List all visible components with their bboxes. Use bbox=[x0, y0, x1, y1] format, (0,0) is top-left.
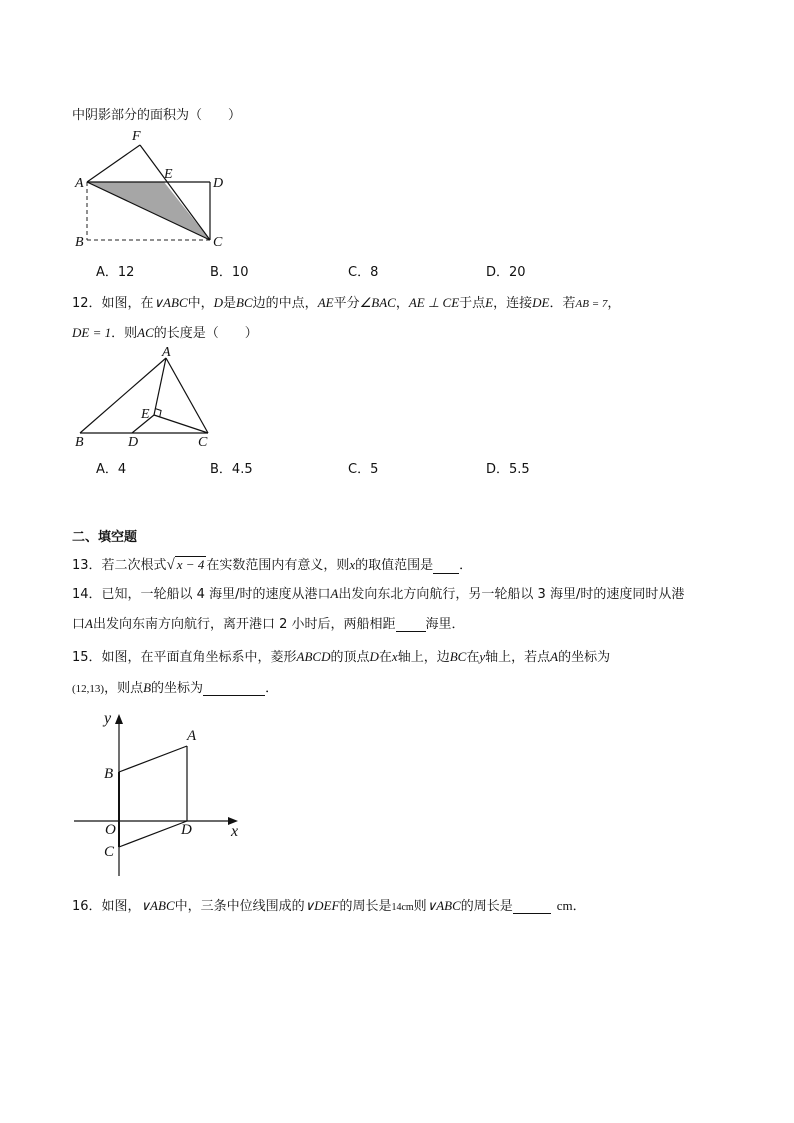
q13-question: 13．若二次根式√ x − 4 在实数范围内有意义，则x的取值范围是 ． bbox=[72, 557, 473, 573]
section-heading-fill-in: 二、填空题 bbox=[72, 530, 138, 545]
q11-option-b[interactable]: B．10 bbox=[210, 265, 249, 280]
q12-option-a[interactable]: A．4 bbox=[96, 462, 127, 477]
q15-label-x: x bbox=[231, 823, 239, 840]
q15-side-cd bbox=[119, 821, 187, 847]
q16-answer-blank[interactable] bbox=[513, 900, 551, 914]
q11-label-c: C bbox=[213, 235, 223, 250]
q15-label-c: C bbox=[104, 844, 115, 860]
q12-label-d: D bbox=[128, 435, 139, 450]
q11-label-a: A bbox=[75, 176, 84, 191]
q15-question-line1: 15．如图，在平面直角坐标系中，菱形ABCD的顶点D在x轴上，边BC在y轴上，若点A的坐标为 bbox=[72, 649, 611, 665]
q12-label-e: E bbox=[141, 407, 150, 422]
q15-label-a: A bbox=[187, 728, 197, 744]
q12-option-b[interactable]: B．4.5 bbox=[210, 462, 253, 477]
q12-option-c[interactable]: C．5 bbox=[348, 462, 379, 477]
q11-question-tail: 中阴影部分的面积为（ ） bbox=[72, 108, 242, 123]
q14-question-line2: 口A出发向东南方向航行，离开港口 2 小时后，两船相距 海里． bbox=[72, 616, 465, 632]
q12-label-c: C bbox=[198, 435, 208, 450]
q11-label-d: D bbox=[213, 176, 224, 191]
q15-label-y: y bbox=[104, 710, 112, 727]
q13-radicand: x − 4 bbox=[176, 557, 205, 572]
q11-label-f: F bbox=[132, 129, 141, 144]
q16-question: 16．如图，∨ABC中，三条中位线围成的∨DEF的周长是14cm则∨ABC的周长是 cm． bbox=[72, 898, 586, 914]
q15-label-b: B bbox=[104, 766, 114, 782]
q12-label-a: A bbox=[162, 345, 171, 360]
q11-option-a[interactable]: A．12 bbox=[96, 265, 135, 280]
q11-label-b: B bbox=[75, 235, 84, 250]
q12-option-d[interactable]: D．5.5 bbox=[486, 462, 530, 477]
q15-label-o: O bbox=[105, 822, 116, 838]
q11-option-c[interactable]: C．8 bbox=[348, 265, 379, 280]
q11-label-e: E bbox=[164, 167, 173, 182]
q11-option-d[interactable]: D．20 bbox=[486, 265, 526, 280]
q12-question-line2: DE = 1．则AC的长度是（ ） bbox=[72, 325, 258, 341]
q15-label-d: D bbox=[181, 822, 192, 838]
q14-question-line1: 14．已知，一轮船以 4 海里/时的速度从港口A出发向东北方向航行，另一轮船以 3 海里/时的速度同时从港 bbox=[72, 586, 685, 602]
q15-question-line2: (12,13)，则点B的坐标为 ． bbox=[72, 680, 279, 696]
q15-y-axis-arrow bbox=[115, 714, 123, 724]
q12-label-b: B bbox=[75, 435, 84, 450]
q12-question-line1: 12．如图，在∨ABC中，D是BC边的中点，AE平分∠BAC，AE ⊥ CE于点E，连接DE．若AB = 7， bbox=[72, 295, 621, 311]
q15-side-ba bbox=[119, 746, 187, 772]
